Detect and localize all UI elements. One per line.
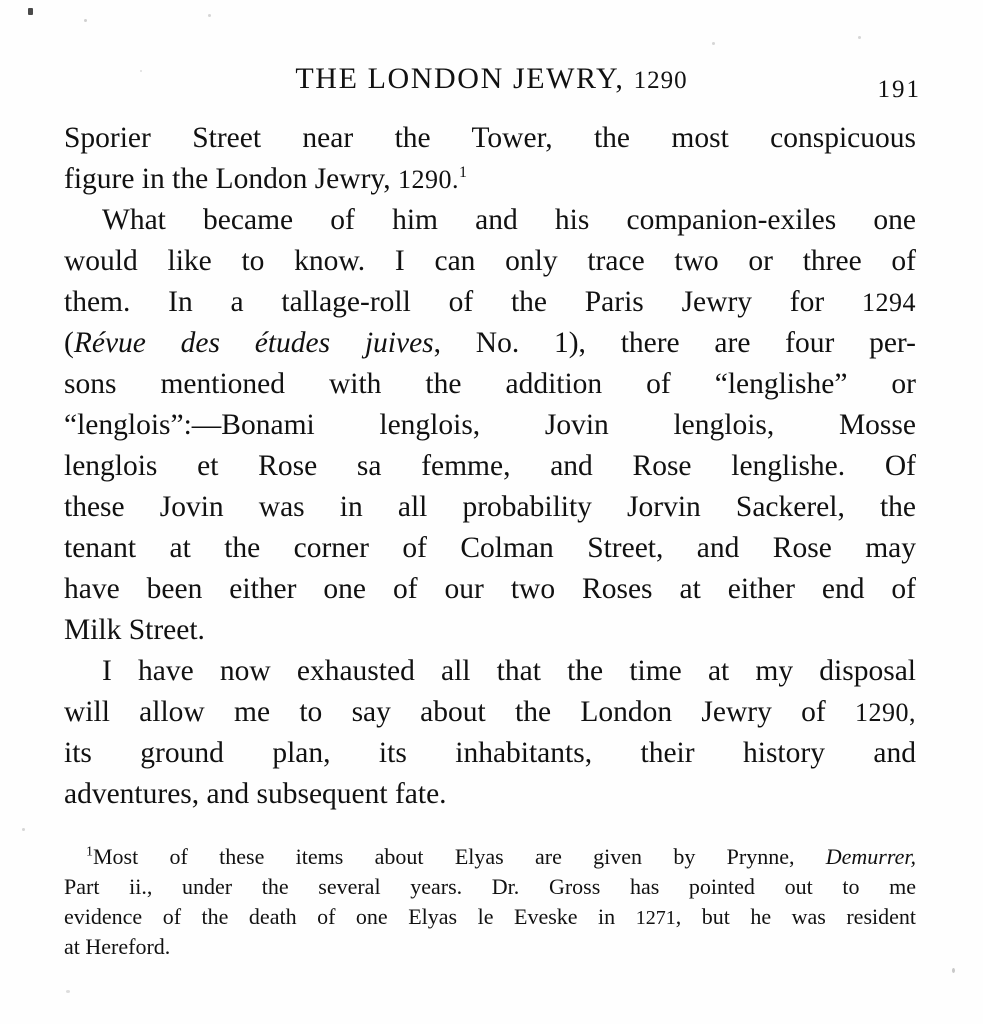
paragraph-sporier-street (64, 118, 916, 200)
footnote-reference-marker: 1 (458, 164, 467, 182)
text-line: “lenglois”:—Bonami lenglois, Jovin lenglois, Mosse (64, 409, 916, 441)
text-line: adventures, and subsequent fate. (64, 778, 447, 810)
footnote-title-italic: Demurrer, (825, 844, 916, 869)
paragraph-what-became (64, 200, 916, 651)
paragraph-exhausted (64, 651, 916, 815)
footnote-line: Part ii., under the several years. Dr. Gross has pointed out to me (64, 874, 916, 899)
running-head-row (0, 62, 983, 108)
citation-title-italic: Révue des études juives (73, 327, 434, 359)
text-line-citation (64, 323, 916, 364)
text-line-year: 1294 (862, 288, 916, 317)
footnote-line (64, 842, 916, 872)
text-line-year: 1290. (397, 165, 459, 194)
text-line-segment: I have now exhausted all that the time at my disposal (102, 655, 916, 687)
text-line-segment: them. In a tallage-roll of the Paris Jewry for (64, 286, 862, 318)
text-line-segment: will allow me to say about the London Jewry of (64, 696, 855, 728)
citation-open-paren: ( (64, 327, 74, 359)
scan-artifact-speck (84, 19, 87, 22)
running-head-title (0, 62, 983, 96)
scan-artifact-speck (28, 8, 33, 15)
text-line-segment: figure in the London Jewry, (64, 163, 398, 195)
text-line: its ground plan, its inhabitants, their history and (64, 737, 916, 769)
body-text (64, 118, 916, 815)
footnote-line: at Hereford. (64, 934, 171, 959)
text-line: Milk Street. (64, 614, 205, 646)
page-folio-number: 191 (877, 76, 921, 103)
text-line (64, 282, 916, 323)
footnote-marker: 1 (86, 844, 93, 860)
text-line: Sporier Street near the Tower, the most conspicuous (64, 122, 916, 154)
text-line: these Jovin was in all probability Jorvin Sackerel, the (64, 491, 916, 523)
running-head-year: 1290 (633, 67, 688, 94)
footnote-block (64, 842, 916, 962)
footnote-line-segment: evidence of the death of one Elyas le Eveske in (64, 904, 636, 929)
footnote-line-tail: , but he was resident (675, 904, 916, 929)
scan-artifact-speck (952, 968, 955, 973)
text-line: sons mentioned with the addition of “lenglishe” or (64, 368, 916, 400)
footnote-line-year: 1271 (635, 907, 676, 929)
text-line (64, 692, 916, 733)
text-line (64, 651, 916, 692)
citation-tail: , No. 1), there are four per- (433, 327, 916, 359)
scan-artifact-speck (858, 36, 861, 39)
text-line (64, 200, 916, 241)
text-line-year: 1290, (855, 698, 916, 727)
text-line: would like to know. I can only trace two or three of (64, 245, 916, 277)
text-line: tenant at the corner of Colman Street, and Rose may (64, 532, 916, 564)
footnote-line (64, 902, 916, 932)
text-line (64, 159, 916, 200)
text-line: lenglois et Rose sa femme, and Rose lenglishe. Of (64, 450, 916, 482)
scan-artifact-speck (22, 828, 25, 831)
text-line: have been either one of our two Roses at either end of (64, 573, 916, 605)
scan-artifact-speck (208, 14, 211, 17)
text-line-segment: What became of him and his companion-exiles one (102, 204, 916, 236)
scan-artifact-speck (712, 42, 715, 45)
scan-artifact-speck (66, 990, 70, 993)
running-head-text: THE LONDON JEWRY, (295, 62, 634, 95)
footnote-line-segment: Most of these items about Elyas are given by Prynne, (93, 844, 826, 869)
